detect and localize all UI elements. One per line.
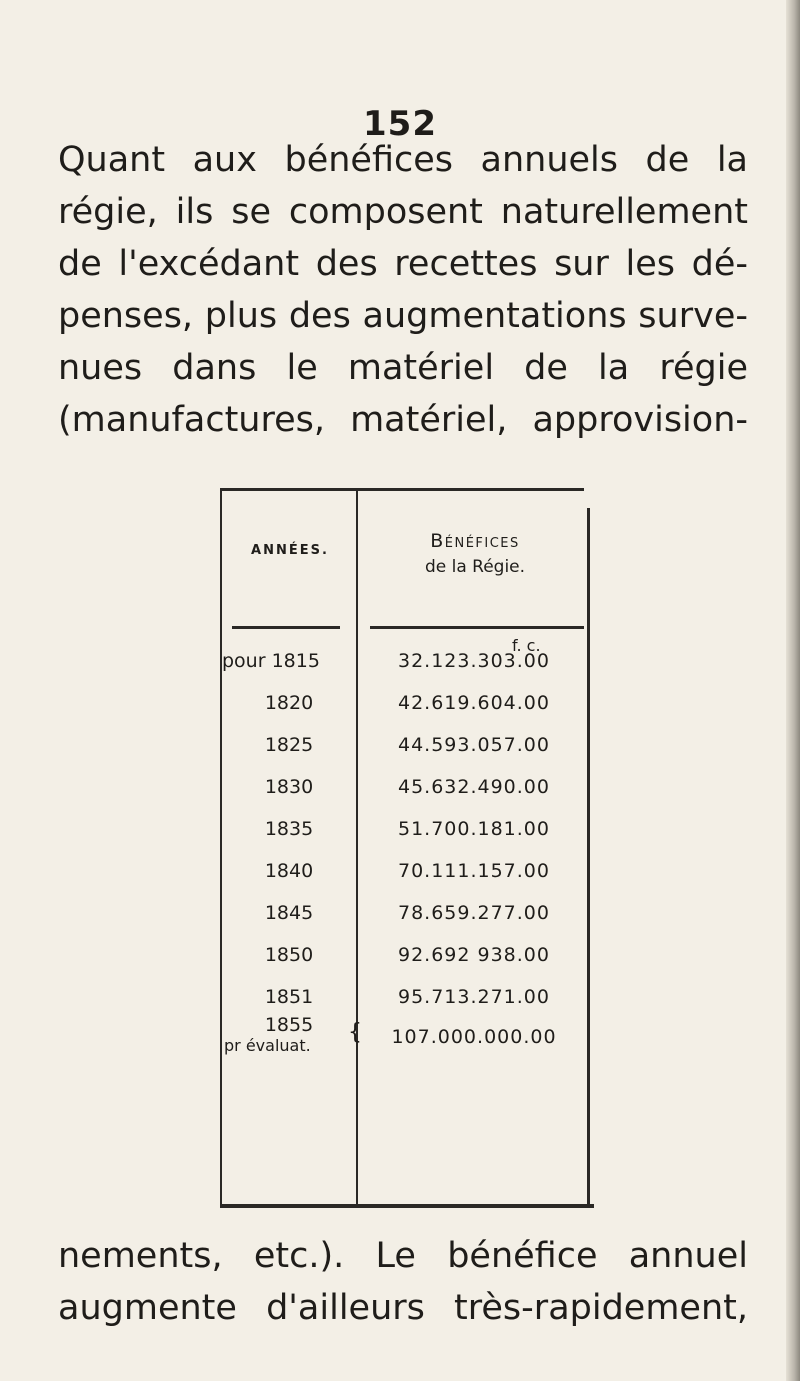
year-cell: 1825 — [264, 734, 314, 756]
page-edge — [786, 0, 800, 1381]
page-number: 152 — [363, 104, 437, 144]
value-cell: 107.000.000.00 — [391, 1026, 557, 1048]
value-cell: 42.619.604.00 — [397, 692, 550, 714]
paragraph-bottom — [58, 1230, 748, 1334]
table-row — [222, 902, 592, 942]
year-cell: 1830 — [264, 776, 314, 798]
table-row — [222, 818, 592, 858]
year-cell: 1820 — [264, 692, 314, 714]
text-line: (manufactures, matériel, approvision- — [58, 400, 748, 440]
table-row — [222, 650, 592, 690]
table-row — [222, 860, 592, 900]
value-cell: 70.111.157.00 — [397, 860, 550, 882]
value-cell: 95.713.271.00 — [397, 986, 550, 1008]
year-cell: 1850 — [264, 944, 314, 966]
table-bottom-rule — [220, 1204, 594, 1208]
header-rule-years — [232, 626, 340, 629]
header-benefices — [362, 528, 588, 580]
year-cell: 1840 — [264, 860, 314, 882]
value-cell: 45.632.490.00 — [397, 776, 550, 798]
table-row — [222, 944, 592, 984]
year-cell: 1855 — [264, 1014, 314, 1036]
table-top-rule — [220, 488, 584, 491]
header-benefices-subtitle: de la Régie. — [424, 557, 526, 577]
year-cell: pour 1815 — [222, 650, 320, 672]
header-rule-benefices — [370, 626, 584, 629]
table-row — [222, 692, 592, 732]
text-line: Quant aux bénéfices annuels de la — [58, 140, 748, 180]
year-note-cell: pr évaluat. — [224, 1036, 311, 1055]
value-cell: 44.593.057.00 — [397, 734, 550, 756]
paragraph-top — [58, 134, 748, 446]
brace-glyph: { — [348, 1020, 362, 1045]
header-years: ANNÉES. — [251, 543, 329, 558]
table-row — [222, 734, 592, 774]
text-line: penses, plus des augmentations surve- — [58, 296, 748, 336]
year-cell: 1851 — [264, 986, 314, 1008]
year-cell: 1845 — [264, 902, 314, 924]
table-right-border — [587, 508, 590, 1208]
text-line: nements, etc.). Le bénéfice annuel — [58, 1236, 748, 1276]
value-cell: 32.123.303.00 — [397, 650, 550, 672]
header-benefices-title: Bénéfices — [430, 530, 520, 552]
text-line: augmente d'ailleurs très-rapidement, — [58, 1288, 748, 1328]
table-row — [222, 1014, 592, 1084]
value-cell: 78.659.277.00 — [397, 902, 550, 924]
text-line: nues dans le matériel de la régie — [58, 348, 748, 388]
value-cell: 92.692 938.00 — [397, 944, 550, 966]
table-row — [222, 776, 592, 816]
text-line: régie, ils se composent naturellement — [58, 192, 748, 232]
text-line: de l'excédant des recettes sur les dé- — [58, 244, 748, 284]
value-cell: 51.700.181.00 — [397, 818, 550, 840]
unit-label: f. c. — [512, 636, 541, 655]
year-cell: 1835 — [264, 818, 314, 840]
benefices-table — [212, 488, 594, 1208]
